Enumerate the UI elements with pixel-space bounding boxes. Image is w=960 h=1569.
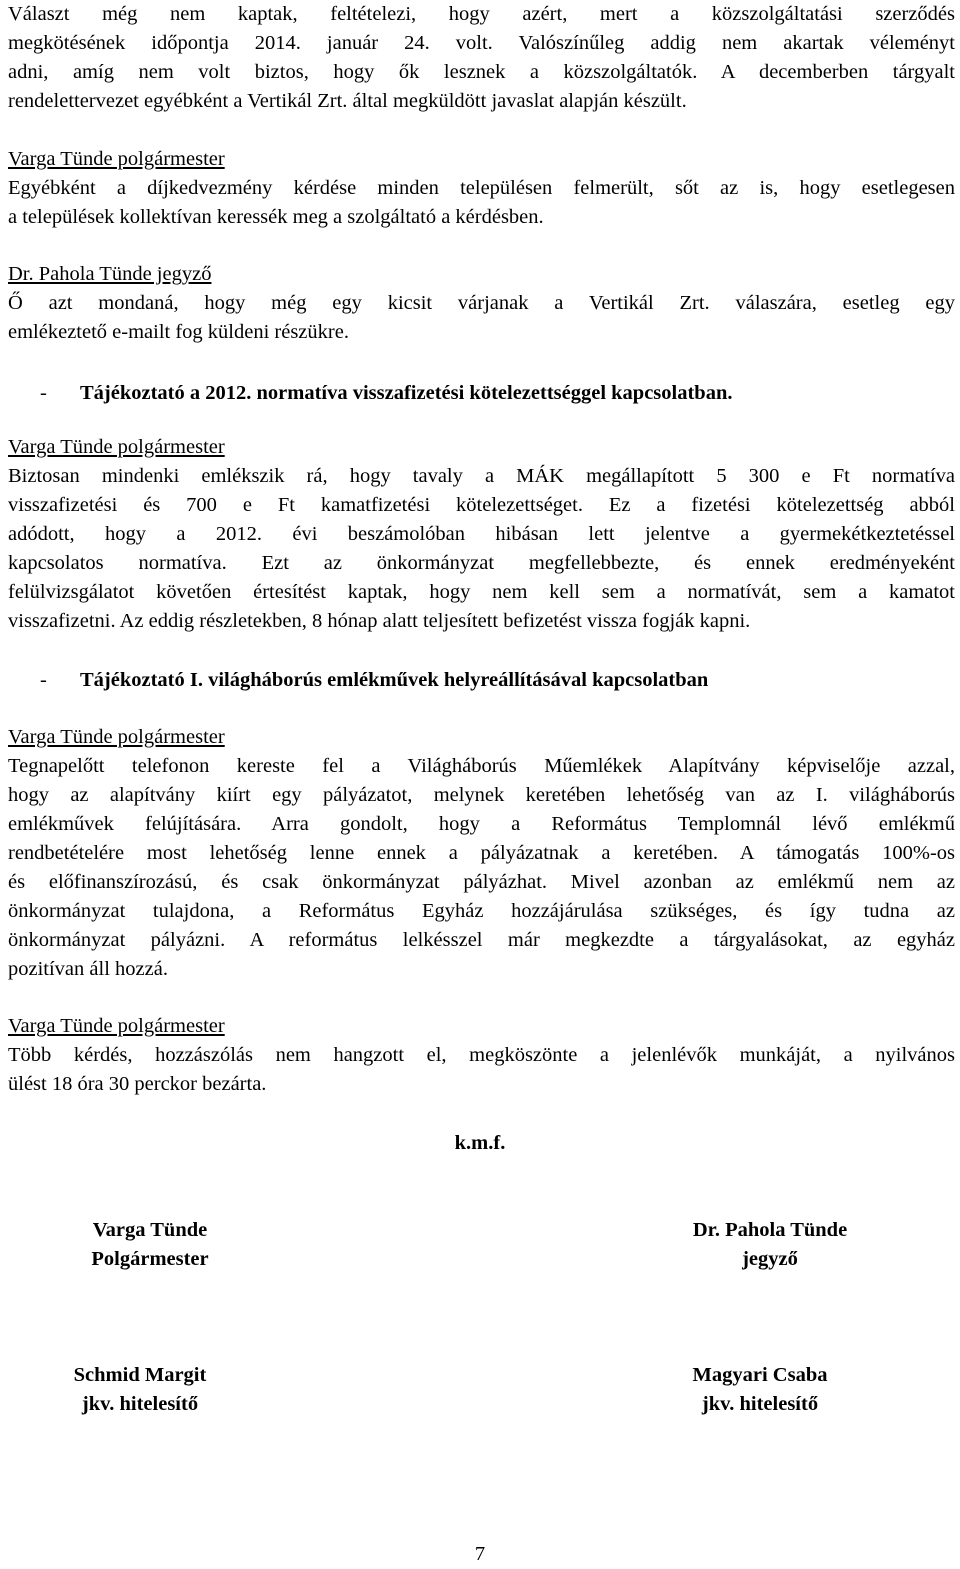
signature-block [40, 1361, 240, 1419]
speaker-block [8, 145, 955, 232]
agenda-heading [40, 666, 708, 695]
text-line: Választ még nem kaptak, feltételezi, hogy azért, mert a közszolgáltatási szerződés [8, 3, 955, 25]
bullet-dash: - [40, 382, 47, 404]
text-line: Ő azt mondaná, hogy még egy kicsit várjanak a Vertikál Zrt. válaszára, esetleg egy [8, 292, 955, 314]
text-line: emlékeztető e-mailt fog küldeni részükre. [8, 321, 349, 343]
speaker-block [8, 723, 955, 984]
heading-text: Tájékoztató a 2012. normatíva visszafizetési kötelezettséggel kapcsolatban. [80, 382, 733, 404]
page-number: 7 [474, 1543, 486, 1565]
signatory-role: jegyző [742, 1248, 798, 1270]
speaker-name: Varga Tünde polgármester [8, 148, 225, 170]
signatory-name: Schmid Margit [73, 1364, 207, 1386]
text-line: kapcsolatos normatíva. Ezt az önkormányzat megfellebbezte, és ennek eredményeként [8, 552, 955, 574]
text-line: Tegnapelőtt telefonon kereste fel a Világháborús Műemlékek Alapítvány képviselője azzal, [8, 755, 955, 777]
signature-block [660, 1361, 860, 1419]
agenda-heading [40, 379, 732, 408]
text-line: Több kérdés, hozzászólás nem hangzott el, megköszönte a jelenlévők munkáját, a nyilvános [8, 1044, 955, 1066]
text-line: önkormányzat pályázni. A református lelkésszel már megkezdte a tárgyalásokat, az egyház [8, 929, 955, 951]
signatory-role: jkv. hitelesítő [701, 1393, 819, 1415]
speaker-name: Varga Tünde polgármester [8, 1015, 225, 1037]
heading-text: Tájékoztató I. világháborús emlékművek helyreállításával kapcsolatban [80, 669, 709, 691]
speaker-name: Varga Tünde polgármester [8, 436, 225, 458]
signature-block [660, 1216, 880, 1274]
text-line: visszafizetni. Az eddig részletekben, 8 hónap alatt teljesített befizetést vissza fogják kapni. [8, 610, 751, 632]
signatory-name: Dr. Pahola Tünde [692, 1219, 848, 1241]
speaker-name: Varga Tünde polgármester [8, 726, 225, 748]
speaker-block [8, 260, 955, 347]
text-line: a települések kollektívan keressék meg a szolgáltató a kérdésben. [8, 206, 544, 228]
text-line: felülvizsgálatot követően értesítést kaptak, hogy nem kell sem a normatívát, sem a kamatot [8, 581, 955, 603]
closing-kmf: k.m.f. [454, 1132, 506, 1154]
text-line: visszafizetési és 700 e Ft kamatfizetési kötelezettséget. Ez a fizetési kötelezettség abból [8, 494, 955, 516]
bullet-dash: - [40, 669, 47, 691]
text-line: Biztosan mindenki emlékszik rá, hogy tavaly a MÁK megállapított 5 300 e Ft normatíva [8, 465, 955, 487]
signatory-name: Varga Tünde [92, 1219, 208, 1241]
text-line: hogy az alapítvány kiírt egy pályázatot, melynek keretében lehetőség van az I. világháborús [8, 784, 955, 806]
speaker-block [8, 1012, 955, 1099]
speaker-name: Dr. Pahola Tünde jegyző [8, 263, 212, 285]
speaker-block [8, 433, 955, 636]
text-line: pozitívan áll hozzá. [8, 958, 168, 980]
signatory-name: Magyari Csaba [692, 1364, 828, 1386]
text-line: és előfinanszírozású, és csak önkormányzat pályázhat. Mivel azonban az emlékmű nem az [8, 871, 955, 893]
text-line: ülést 18 óra 30 perckor bezárta. [8, 1073, 267, 1095]
signatory-role: Polgármester [91, 1248, 209, 1270]
signature-block [50, 1216, 250, 1274]
text-line: Egyébként a díjkedvezmény kérdése minden településen felmerült, sőt az is, hogy esetlegesen [8, 177, 955, 199]
text-line: önkormányzat tulajdona, a Református Egyház hozzájárulása szükséges, és így tudna az [8, 900, 955, 922]
text-line: rendbetételére most lehetőség lenne ennek a pályázatnak a keretében. A támogatás 100%-os [8, 842, 955, 864]
text-line: rendelettervezet egyébként a Vertikál Zrt. által megküldött javaslat alapján készült. [8, 90, 687, 112]
intro-paragraph [8, 0, 955, 116]
signatory-role: jkv. hitelesítő [81, 1393, 199, 1415]
text-line: megkötésének időpontja 2014. január 24. volt. Valószínűleg addig nem akartak véleményt [8, 32, 955, 54]
text-line: adódott, hogy a 2012. évi beszámolóban hibásan lett jelentve a gyermekétkeztetéssel [8, 523, 955, 545]
text-line: emlékművek felújítására. Arra gondolt, hogy a Református Templomnál lévő emlékmű [8, 813, 955, 835]
text-line: adni, amíg nem volt biztos, hogy ők lesznek a közszolgáltatók. A decemberben tárgyalt [8, 61, 955, 83]
